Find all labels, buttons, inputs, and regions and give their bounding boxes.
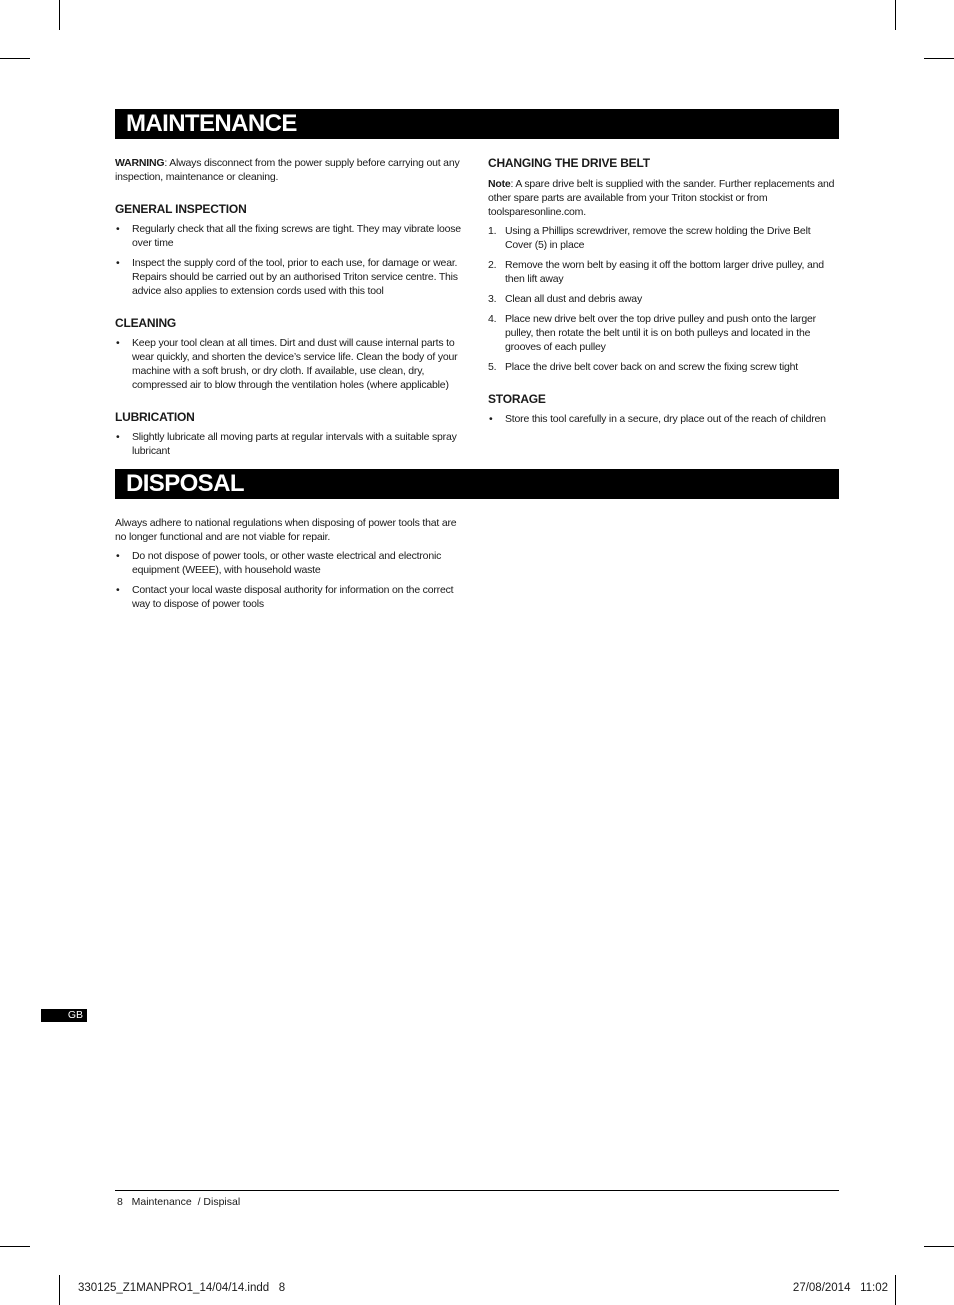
step-number: 3. [488,293,497,305]
disposal-intro: Always adhere to national regulations when disposing of power tools that are no longer functional and are not viable for repair. [115,517,457,543]
storage-heading: STORAGE [488,392,546,406]
step-text: Clean all dust and debris away [505,293,643,305]
disposal-heading: DISPOSAL [115,469,839,499]
list-item [488,258,840,286]
note-text: : A spare drive belt is supplied with the sander. Further replacements and other spare parts are available from your Triton stockist or from toolsparesonline.com. [488,178,835,218]
storage-list [488,412,840,426]
cleaning-heading: CLEANING [115,316,177,330]
crop-mark [59,1275,60,1305]
footer-section: Maintenance / Dispisal [131,1196,241,1208]
list-item: • Do not dispose of power tools, or other waste electrical and electronic equipment (WEEE), with household waste [115,549,465,577]
crop-mark [924,58,954,59]
list-item: • Keep your tool clean at all times. Dirt and dust will cause internal parts to wear quickly, and shorten the device’s service life. Clean the body of your machine with a soft brush, or dry cloth. If available, use clean, dry, compressed air to blow through the ventilation holes (where applicable) [115,336,465,392]
general-inspection-list [115,222,465,298]
drive-belt-steps [488,224,840,374]
maintenance-right-column [488,156,840,426]
crop-mark [895,1275,896,1305]
lubrication-heading: LUBRICATION [115,410,195,424]
list-item: • Store this tool carefully in a secure, dry place out of the reach of children [488,412,840,426]
list-item: • Inspect the supply cord of the tool, prior to each use, for damage or wear. Repairs should be carried out by an authorised Triton service centre. This advice also applies to extension cords used with this tool [115,256,465,298]
crop-mark [895,0,896,30]
list-item: • Regularly check that all the fixing screws are tight. They may vibrate loose over time [115,222,465,250]
slug-timestamp: 27/08/2014 11:02 [792,1282,888,1294]
list-item: • Contact your local waste disposal authority for information on the correct way to dispose of power tools [115,583,465,611]
crop-mark [0,58,30,59]
note-label: Note [488,178,511,190]
list-item [488,224,840,252]
maintenance-left-column [115,156,465,458]
step-text: Using a Phillips screwdriver, remove the screw holding the Drive Belt Cover (5) in place [505,225,811,251]
crop-mark [0,1246,30,1247]
warning-text: : Always disconnect from the power supply before carrying out any inspection, maintenance or cleaning. [115,157,460,183]
drive-belt-heading: CHANGING THE DRIVE BELT [488,156,650,170]
step-number: 2. [488,259,497,271]
crop-mark [59,0,60,30]
general-inspection-heading: GENERAL INSPECTION [115,202,247,216]
list-item [488,360,840,374]
page-number: 8 [117,1196,123,1208]
list-item [488,292,840,306]
crop-mark [924,1246,954,1247]
note-paragraph [488,177,840,219]
disposal-column [115,516,465,611]
lubrication-list [115,430,465,458]
step-number: 1. [488,225,497,237]
page-footer [117,1195,240,1209]
warning-label: WARNING [115,157,165,169]
step-text: Place the drive belt cover back on and screw the fixing screw tight [505,361,799,373]
step-number: 5. [488,361,497,373]
step-text: Remove the worn belt by easing it off the bottom larger drive pulley, and then lift away [505,259,824,285]
cleaning-list [115,336,465,392]
list-item: • Slightly lubricate all moving parts at regular intervals with a suitable spray lubricant [115,430,465,458]
step-text: Place new drive belt over the top drive pulley and push onto the larger pulley, then rotate the belt until it is on both pulleys and located in the grooves of each pulley [505,313,816,353]
disposal-list [115,549,465,611]
language-tag: GB [41,1009,87,1022]
footer-rule [115,1190,839,1191]
slug-file: 330125_Z1MANPRO1_14/04/14.indd 8 [78,1282,286,1294]
warning-paragraph [115,156,465,184]
step-number: 4. [488,313,497,325]
list-item [488,312,840,354]
maintenance-heading: MAINTENANCE [115,109,839,139]
